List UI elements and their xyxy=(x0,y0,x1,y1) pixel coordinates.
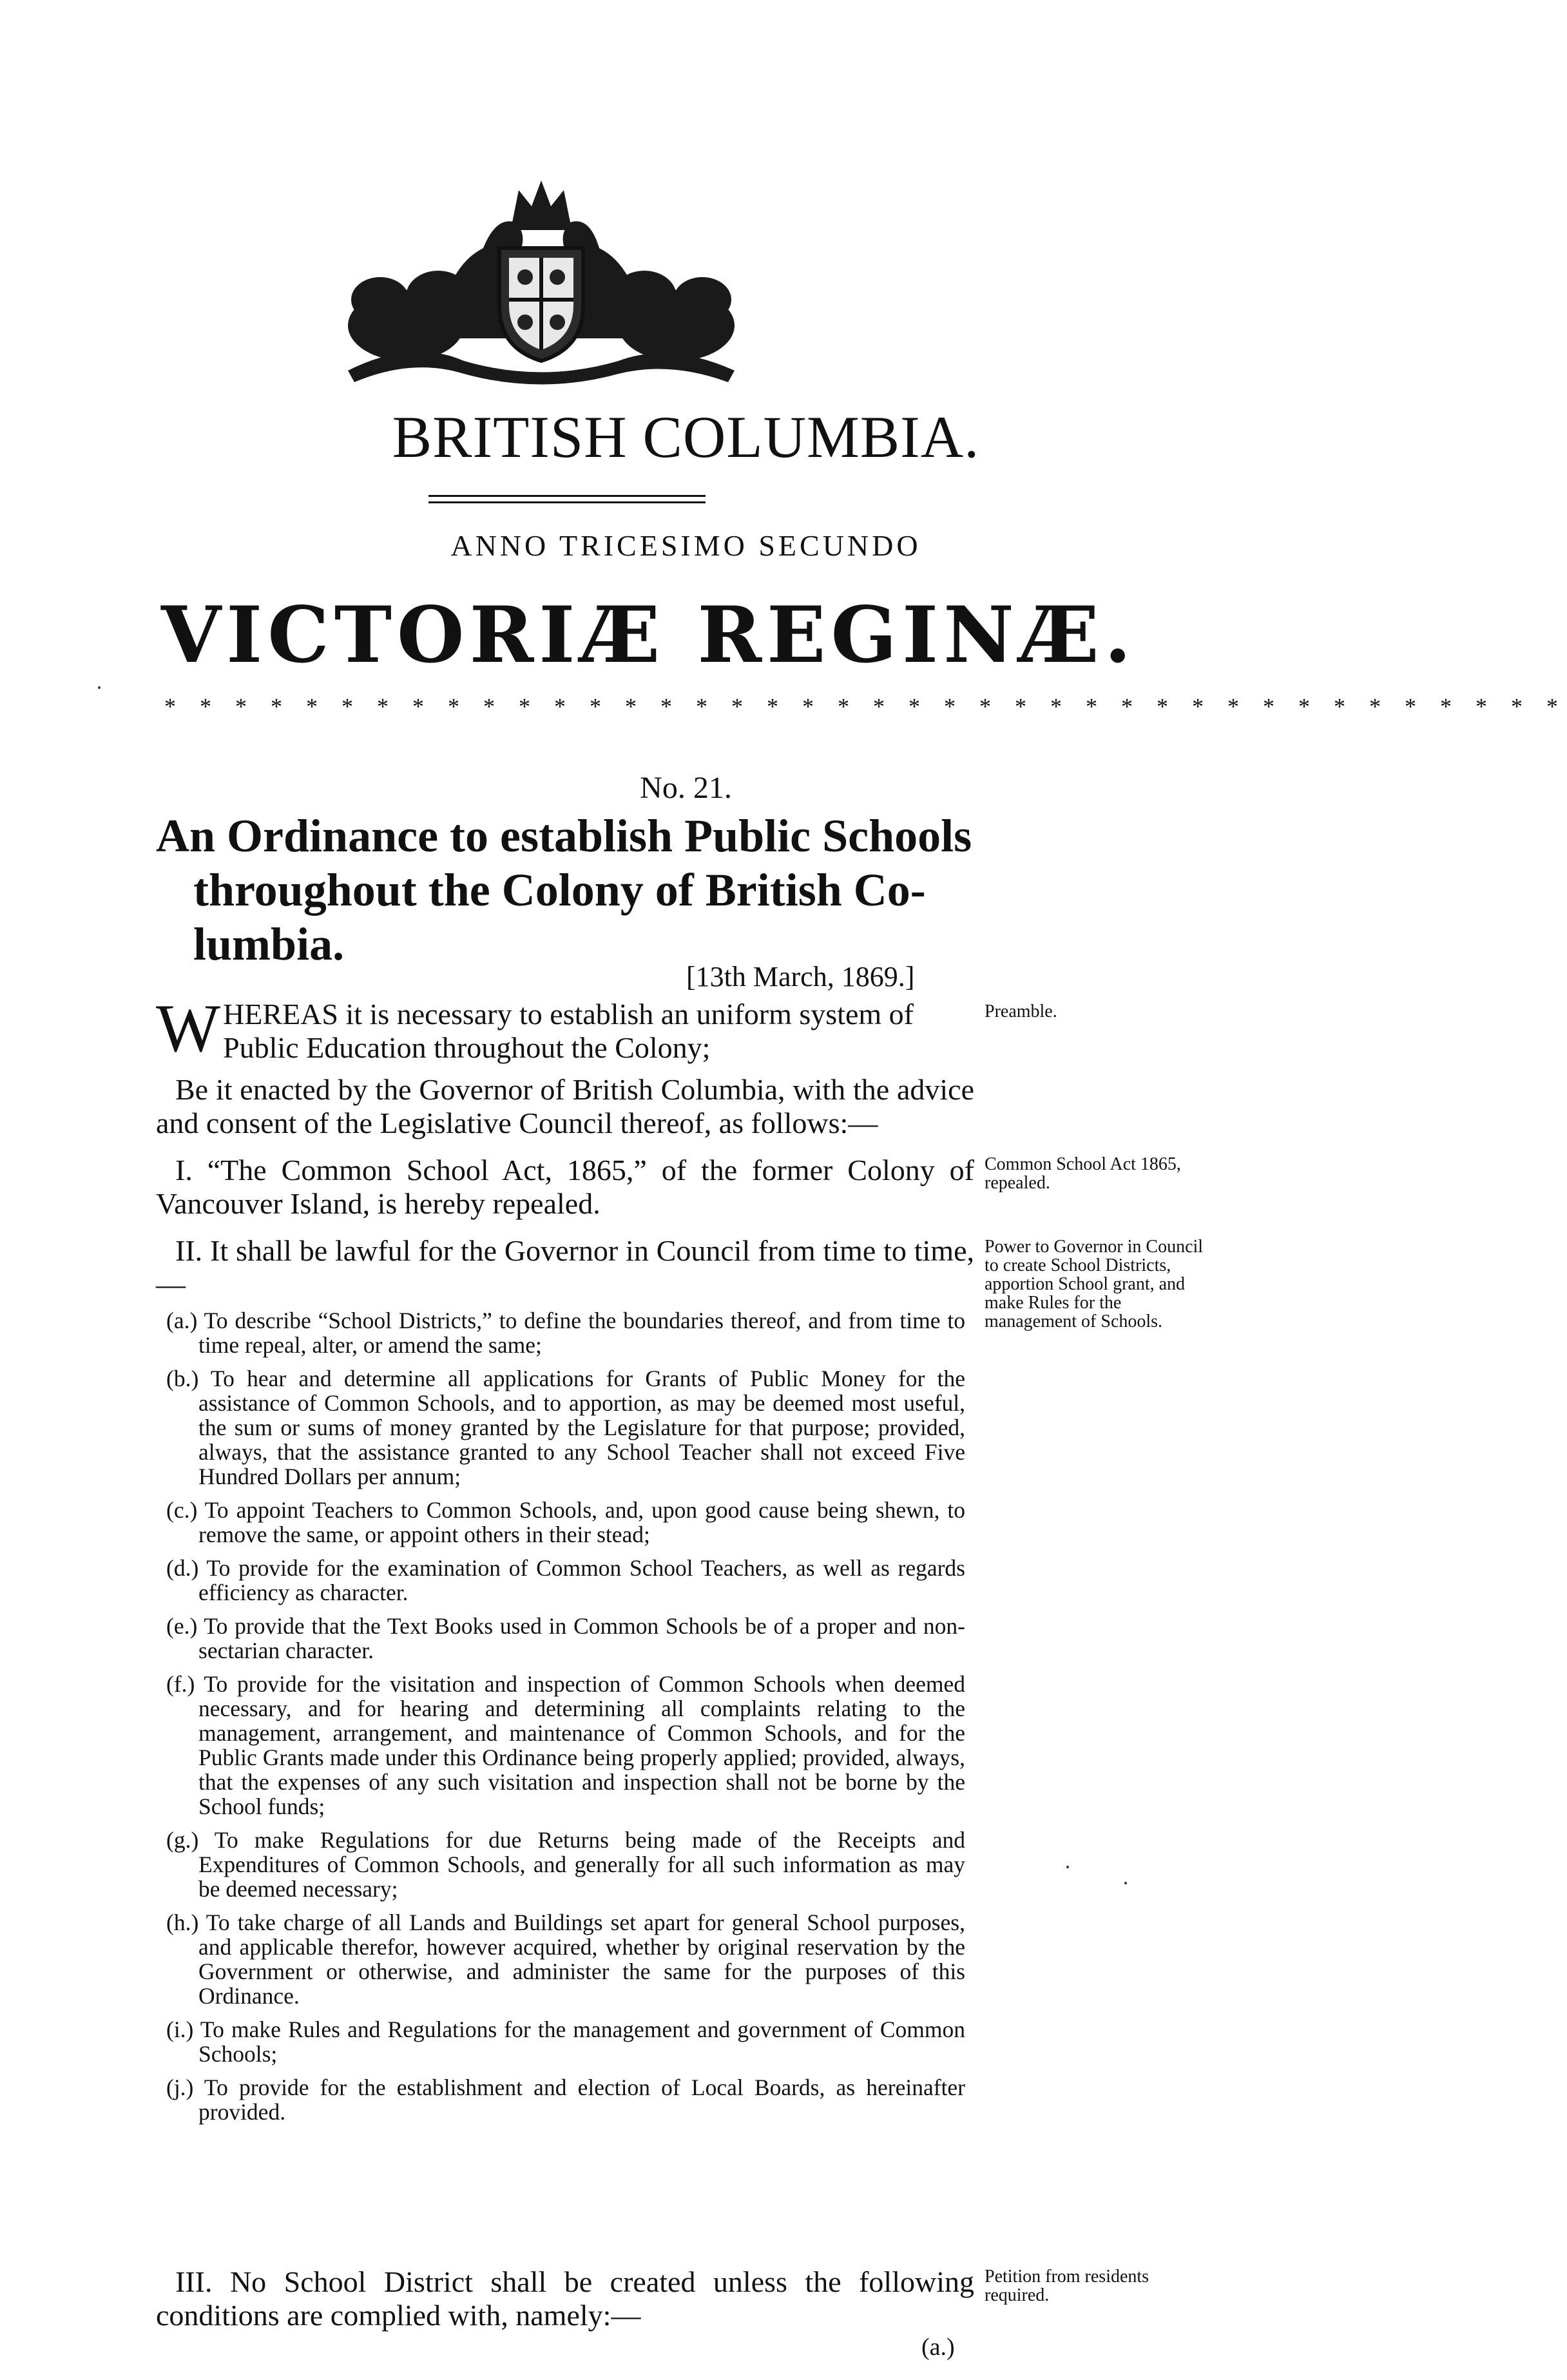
section-3: III. No School District shall be created unless the following conditions are complied with, namely:— xyxy=(156,2265,974,2332)
preamble-line: HEREAS it is necessary to establish an uniform system of xyxy=(223,998,914,1030)
preamble-line: Public Education throughout the Colony; xyxy=(223,1031,711,1064)
star-rule: * * * * * * * * * * * * * * * * * * * * * * * * * * * * * * * * * * * * * * * * xyxy=(164,693,1567,719)
catchword: (a.) xyxy=(921,2334,955,2361)
scan-speck xyxy=(1124,1882,1127,1884)
colony-heading: BRITISH COLUMBIA. xyxy=(392,404,980,470)
royal-crest-icon xyxy=(335,177,747,396)
clause-list xyxy=(166,1308,965,2133)
clause-item: (g.) To make Regulations for due Returns being made of the Receipts and Expenditures of Common Schools, and generally for all such information as may be deemed necessary; xyxy=(166,1827,965,1902)
clause-item: (e.) To provide that the Text Books used in Common Schools be of a proper and non-sectarian character. xyxy=(166,1613,965,1663)
clause-item: (c.) To appoint Teachers to Common Schools, and, upon good cause being shewn, to remove the same, or appoint others in their stead; xyxy=(166,1497,965,1547)
title-line: throughout the Colony of British Co- xyxy=(193,864,926,916)
anno-line: ANNO TRICESIMO SECUNDO xyxy=(450,529,921,562)
drop-cap: W xyxy=(156,991,221,1066)
ordinance-number: No. 21. xyxy=(640,771,732,805)
margin-note-preamble: Preamble. xyxy=(985,1001,1057,1021)
title-line: An Ordinance to establish Public Schools xyxy=(156,810,972,862)
regnal-heading: VICTORIÆ REGINÆ. xyxy=(161,590,1137,681)
section-2: II. It shall be lawful for the Governor in Council from time to time,— xyxy=(156,1234,974,1301)
clause-item: (j.) To provide for the establishment and election of Local Boards, as hereinafter provided. xyxy=(166,2075,965,2125)
margin-note-power: Power to Governor in Council to create School Districts, apportion School grant, and make Rules for the management of Schools. xyxy=(985,1237,1204,1331)
margin-note-petition: Petition from residents required. xyxy=(985,2267,1149,2305)
title-line: lumbia. xyxy=(193,918,345,970)
clause-item: (a.) To describe “School Districts,” to define the boundaries thereof, and from time to time repeal, alter, or amend the same; xyxy=(166,1308,965,1358)
double-rule-bottom xyxy=(428,501,706,503)
preamble xyxy=(156,991,974,1066)
ordinance-date: [13th March, 1869.] xyxy=(686,961,915,992)
scan-speck xyxy=(1066,1866,1069,1868)
scan-speck xyxy=(98,686,101,689)
clause-item: (f.) To provide for the visitation and inspection of Common Schools when deemed necessary, and for hearing and determining all complaints relating to the management, arrangement, and maintenance of Common Schools, and for the Public Grants made under this Ordinance being properly applied; provided, always, that the expenses of any such visitation and inspection shall not be borne by the School funds; xyxy=(166,1671,965,1819)
margin-note-repeal: Common School Act 1865, repealed. xyxy=(985,1154,1181,1193)
clause-item: (i.) To make Rules and Regulations for the management and government of Common Schools; xyxy=(166,2017,965,2067)
enacting-clause: Be it enacted by the Governor of British Columbia, with the advice and consent of the Legislative Council thereof, as follows:— xyxy=(156,1073,974,1139)
clause-item: (d.) To provide for the examination of Common School Teachers, as well as regards efficiency as character. xyxy=(166,1555,965,1605)
clause-item: (h.) To take charge of all Lands and Buildings set apart for general School purposes, and applicable therefor, however acquired, whether by original reservation by the Government or otherwise, and administer the same for the purposes of this Ordinance. xyxy=(166,1910,965,2009)
clause-item: (b.) To hear and determine all applications for Grants of Public Money for the assistance of Common Schools, and to apportion, as may be deemed most useful, the sum or sums of money granted by the Legislature for that purpose; provided, always, that the assistance granted to any School Teacher shall not exceed Five Hundred Dollars per annum; xyxy=(166,1366,965,1489)
ordinance-title xyxy=(156,809,994,971)
double-rule-top xyxy=(428,495,706,497)
section-1: I. “The Common School Act, 1865,” of the former Colony of Vancouver Island, is hereby repealed. xyxy=(156,1154,974,1220)
